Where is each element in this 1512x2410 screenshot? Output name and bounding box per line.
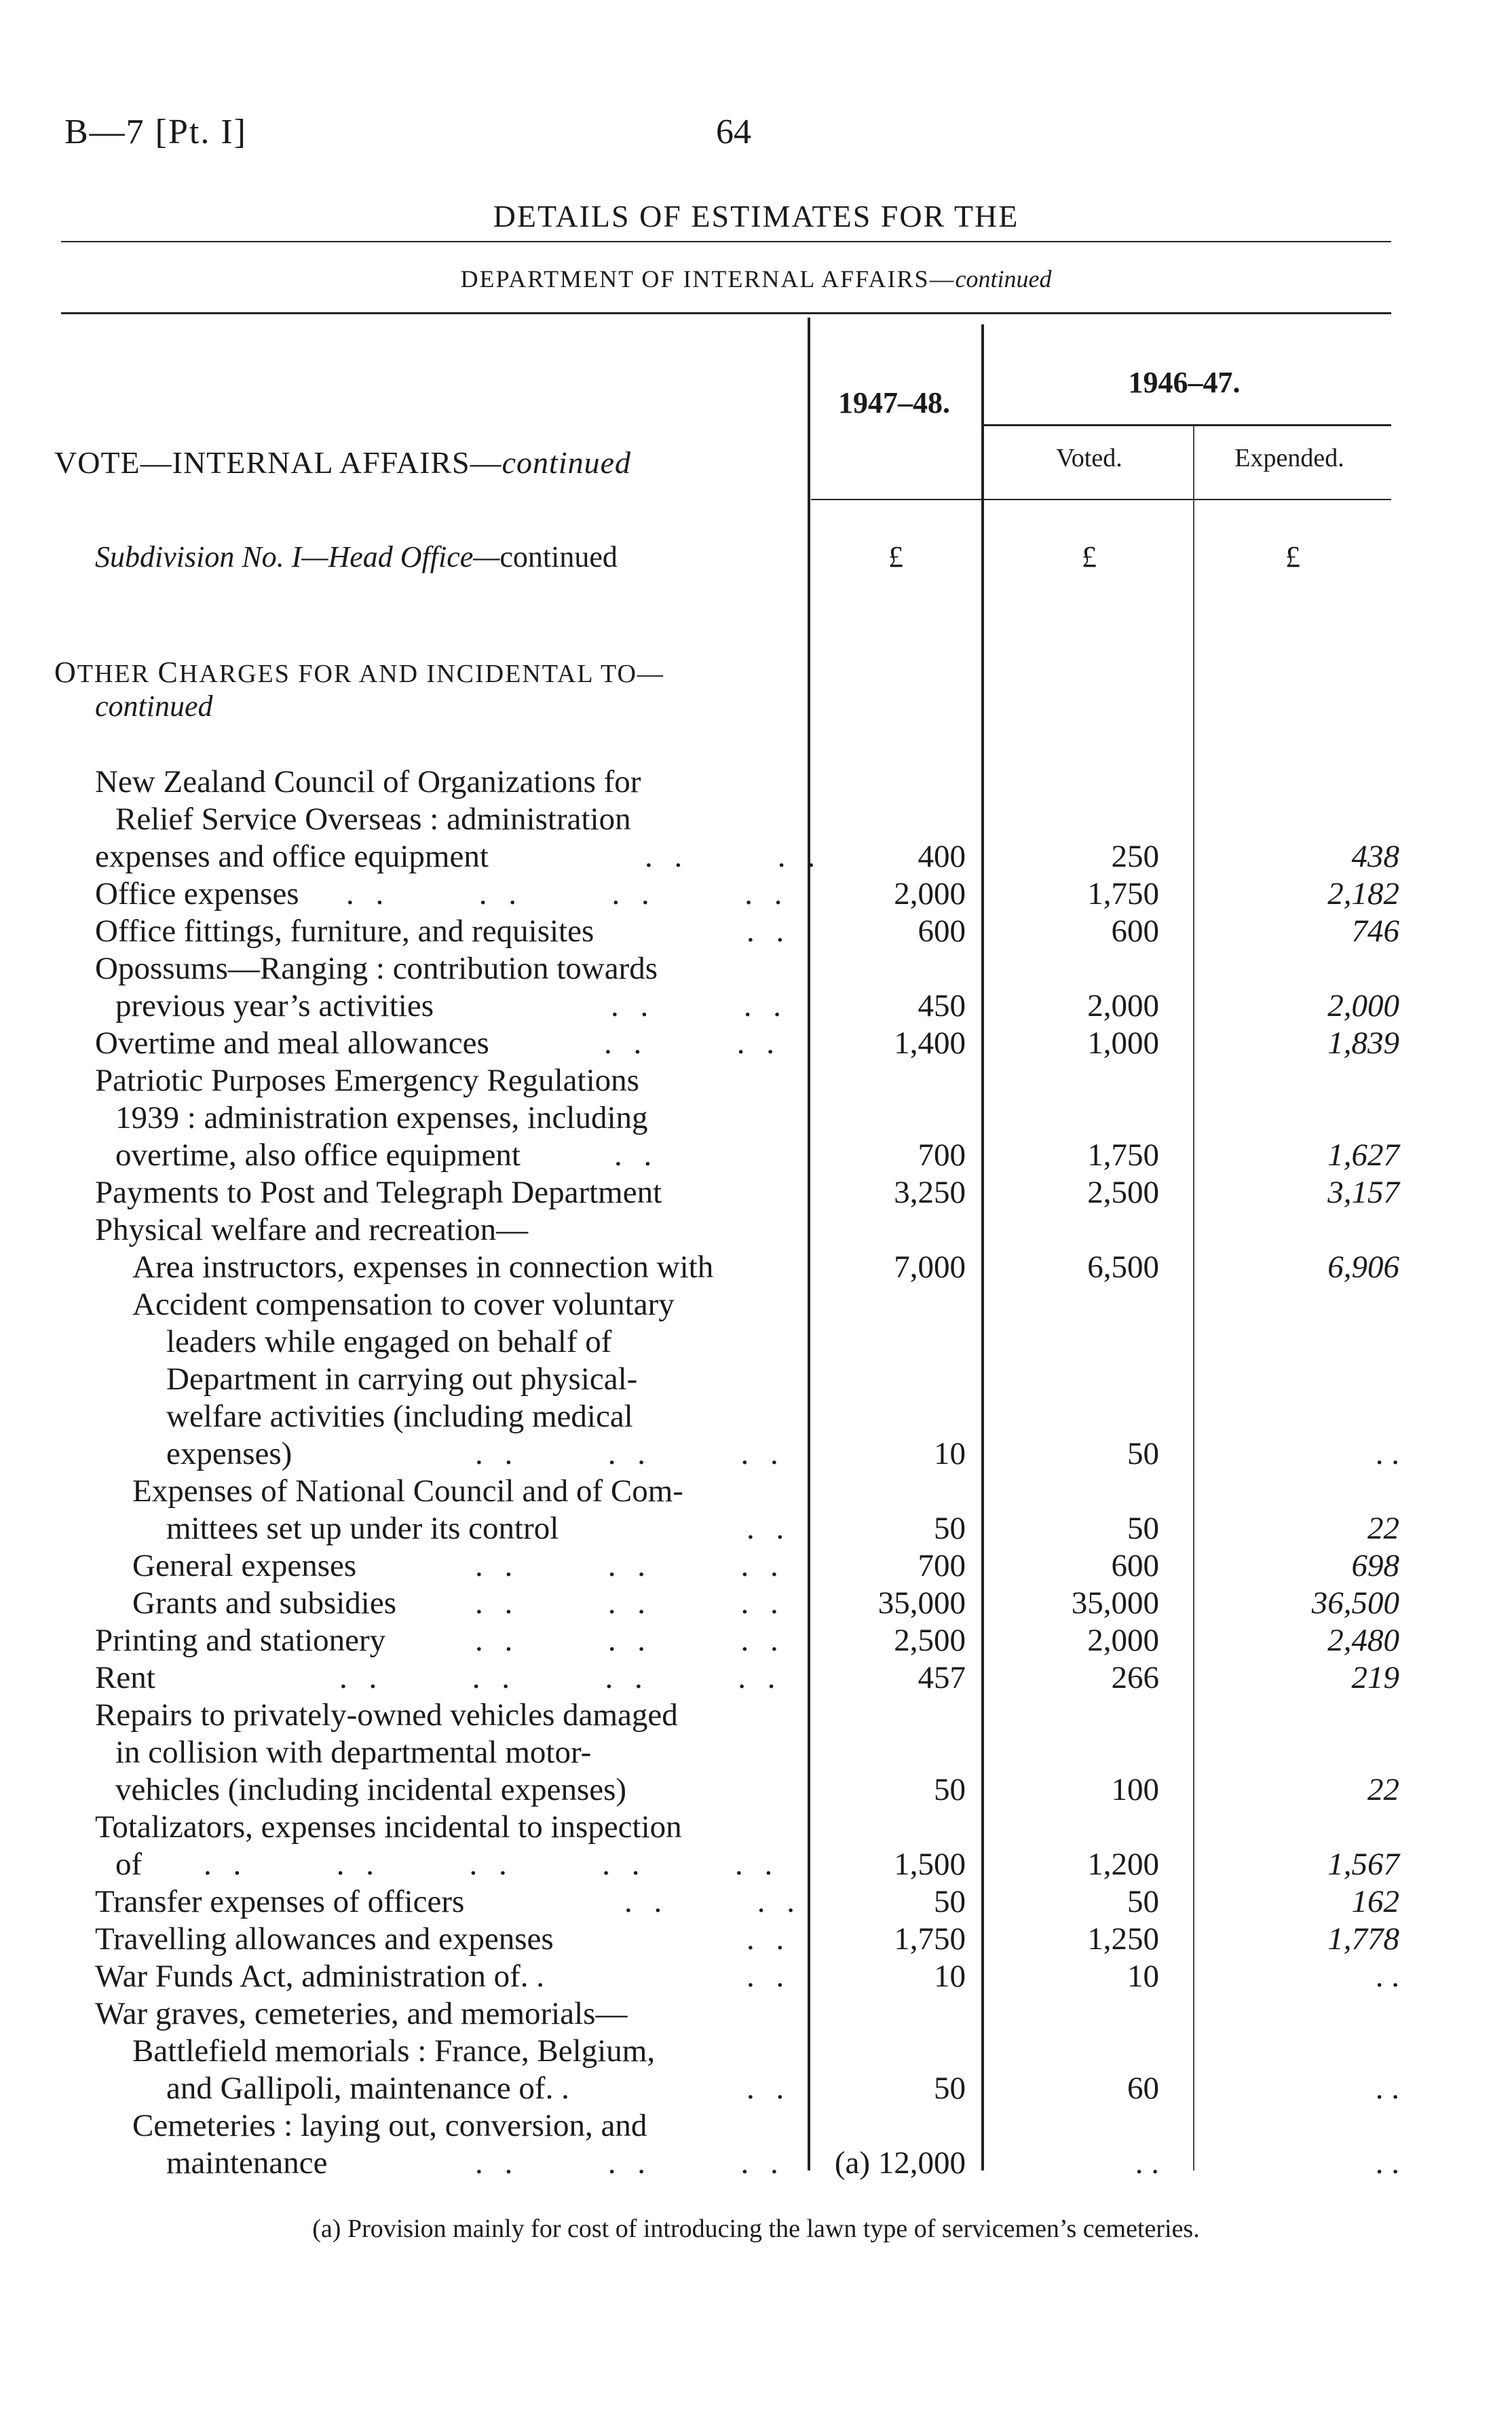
table-row [0, 1846, 1512, 1883]
table-row [0, 913, 1512, 950]
row-label: Relief Service Overseas : administration [115, 802, 631, 837]
leader-dots: . . [746, 1511, 791, 1546]
row-label: Office fittings, furniture, and requisites [95, 914, 594, 949]
table-row [0, 1323, 1512, 1361]
value-voted: 6,500 [1087, 1249, 1159, 1285]
value-voted: 35,000 [1071, 1585, 1159, 1621]
vote-title [54, 445, 631, 481]
leader-dots: . . . . [645, 839, 822, 874]
value-voted: 60 [1127, 2071, 1159, 2106]
leader-dots: . . [614, 1137, 659, 1173]
value-expended: 698 [1351, 1548, 1399, 1583]
subtitle-rule [61, 312, 1391, 314]
table-row [0, 1921, 1512, 1958]
table-row [0, 1099, 1512, 1137]
row-label: War graves, cemeteries, and memorials— [95, 1996, 628, 2031]
row-label: Battlefield memorials : France, Belgium, [132, 2033, 656, 2069]
page-title: DETAILS OF ESTIMATES FOR THE [493, 199, 1019, 233]
value-1947-48: 1,500 [894, 1847, 966, 1882]
value-voted: 1,750 [1087, 1137, 1159, 1173]
document-reference: B—7 [Pt. I] [64, 113, 247, 151]
column-header-rule [811, 499, 1391, 500]
row-label: Area instructors, expenses in connection with [132, 1249, 714, 1285]
value-1947-48: 600 [918, 914, 966, 949]
value-expended: . . [1375, 2145, 1399, 2181]
table-row [0, 1883, 1512, 1921]
value-expended: 2,480 [1327, 1623, 1399, 1658]
row-label: Rent [95, 1660, 155, 1695]
row-label: New Zealand Council of Organizations for [95, 764, 641, 799]
table-row [0, 987, 1512, 1025]
leader-dots: . . . . . . [475, 2145, 785, 2181]
table-row [0, 1585, 1512, 1622]
row-label: Repairs to privately-owned vehicles damaged [95, 1697, 678, 1733]
row-label: Overtime and meal allowances [95, 1025, 489, 1061]
table-row [0, 1734, 1512, 1771]
value-voted: 1,000 [1087, 1025, 1159, 1061]
table-row [0, 1510, 1512, 1547]
leader-dots: . . . . . . [475, 1436, 785, 1471]
value-expended: 746 [1351, 914, 1399, 949]
table-row [0, 1398, 1512, 1435]
value-1947-48: 2,500 [894, 1623, 966, 1658]
currency-voted: £ [1082, 540, 1097, 573]
value-1947-48: 400 [918, 839, 966, 874]
subdivision-title [95, 540, 618, 574]
value-voted: 600 [1111, 914, 1159, 949]
section-heading: OTHER CHARGES FOR AND INCIDENTAL TO— [54, 656, 664, 689]
value-1947-48: 10 [934, 1436, 966, 1471]
value-1947-48: 1,400 [894, 1025, 966, 1061]
table-row [0, 2033, 1512, 2070]
value-voted: 1,750 [1087, 876, 1159, 911]
row-label: and Gallipoli, maintenance of. . [166, 2071, 569, 2106]
row-label: Department in carrying out physical- [166, 1361, 638, 1397]
row-label: 1939 : administration expenses, including [115, 1100, 648, 1135]
column-header-voted: Voted. [1056, 444, 1122, 472]
value-voted: 266 [1111, 1660, 1159, 1695]
table-row [0, 1249, 1512, 1286]
row-label: Physical welfare and recreation— [95, 1212, 529, 1247]
value-expended: 1,627 [1327, 1137, 1399, 1173]
leader-dots: . . [746, 2071, 791, 2106]
value-expended: 1,839 [1327, 1025, 1399, 1061]
leader-dots: . . . . . . [475, 1585, 785, 1621]
value-1947-48: 35,000 [877, 1585, 966, 1621]
leader-dots: . . [746, 914, 791, 949]
value-1947-48: 7,000 [894, 1249, 966, 1285]
value-voted: 50 [1127, 1436, 1159, 1471]
value-expended: . . [1375, 2071, 1399, 2106]
row-label: maintenance [166, 2145, 328, 2181]
value-voted: . . [1135, 2145, 1159, 2181]
value-voted: 2,000 [1087, 988, 1159, 1023]
vote-title-main: VOTE—INTERNAL AFFAIRS— [54, 445, 502, 480]
value-1947-48: (a) 12,000 [834, 2145, 966, 2181]
value-voted: 1,250 [1087, 1921, 1159, 1957]
page-number: 64 [716, 113, 751, 151]
row-label: mittees set up under its control [166, 1511, 559, 1546]
value-1947-48: 50 [934, 1772, 966, 1807]
row-label: Payments to Post and Telegraph Department [95, 1175, 662, 1210]
value-voted: 1,200 [1087, 1847, 1159, 1882]
value-voted: 100 [1111, 1772, 1159, 1807]
row-label: previous year’s activities [115, 988, 434, 1023]
table-row [0, 1659, 1512, 1697]
leader-dots: . . [746, 1959, 791, 1994]
row-label: Office expenses [95, 876, 299, 911]
table-row [0, 1771, 1512, 1809]
value-1947-48: 1,750 [894, 1921, 966, 1957]
table-row [0, 1697, 1512, 1734]
table-row [0, 1622, 1512, 1659]
leader-dots: . . . . [604, 1025, 781, 1061]
row-label: Printing and stationery [95, 1623, 386, 1658]
section-heading-continued: continued [95, 690, 213, 723]
table-row [0, 1809, 1512, 1846]
value-expended: 219 [1351, 1660, 1399, 1695]
footnote: (a) Provision mainly for cost of introducing the lawn type of servicemen’s cemeteries. [312, 2215, 1200, 2243]
table-row [0, 2070, 1512, 2107]
leader-dots: . . . . . . [475, 1548, 785, 1583]
value-expended: 438 [1351, 839, 1399, 874]
value-1947-48: 50 [934, 2071, 966, 2106]
table-row [0, 1995, 1512, 2033]
subdivision-main: Subdivision No. I—Head Office— [95, 540, 500, 573]
table-row [0, 764, 1512, 801]
row-label: General expenses [132, 1548, 357, 1583]
subtitle-continued: continued [955, 265, 1052, 293]
value-voted: 50 [1127, 1884, 1159, 1919]
table-row [0, 1062, 1512, 1099]
value-1947-48: 700 [918, 1548, 966, 1583]
row-label: Totalizators, expenses incidental to inspection [95, 1809, 682, 1845]
leader-dots: . . . . . . . . [346, 876, 789, 911]
title-rule [61, 241, 1391, 242]
value-voted: 250 [1111, 839, 1159, 874]
leader-dots: . . . . [611, 988, 788, 1023]
value-1947-48: 700 [918, 1137, 966, 1173]
value-expended: 22 [1367, 1772, 1399, 1807]
currency-expended: £ [1285, 540, 1300, 573]
value-voted: 2,000 [1087, 1623, 1159, 1658]
value-expended: . . [1375, 1959, 1399, 1994]
value-expended: 6,906 [1327, 1249, 1399, 1285]
row-label: Opossums—Ranging : contribution towards [95, 951, 658, 986]
currency-1947-48: £ [888, 540, 903, 573]
table-row [0, 1435, 1512, 1473]
vote-title-continued: continued [502, 445, 632, 480]
row-label: vehicles (including incidental expenses) [115, 1772, 627, 1807]
column-header-1947-48: 1947–48. [838, 386, 950, 419]
table-row [0, 950, 1512, 987]
table-row [0, 801, 1512, 838]
row-label: War Funds Act, administration of. . [95, 1959, 544, 1994]
row-label: expenses) [166, 1436, 292, 1471]
value-expended: 2,182 [1327, 876, 1399, 911]
page-subtitle [0, 265, 1512, 293]
leader-dots: . . . . . . . . . . [204, 1847, 780, 1882]
value-expended: 162 [1351, 1884, 1399, 1919]
row-label: Patriotic Purposes Emergency Regulations [95, 1063, 639, 1098]
value-1947-48: 450 [918, 988, 966, 1023]
table-row [0, 1137, 1512, 1174]
row-label: in collision with departmental motor- [115, 1735, 592, 1770]
value-voted: 10 [1127, 1959, 1159, 1994]
table-row [0, 1286, 1512, 1323]
value-expended: 36,500 [1311, 1585, 1399, 1621]
value-1947-48: 2,000 [894, 876, 966, 911]
row-label: overtime, also office equipment [115, 1137, 521, 1173]
value-1947-48: 50 [934, 1884, 966, 1919]
subdivision-continued: continued [499, 540, 618, 573]
value-voted: 50 [1127, 1511, 1159, 1546]
table-row [0, 1174, 1512, 1211]
leader-dots: . . . . . . [475, 1623, 785, 1658]
row-label: Transfer expenses of officers [95, 1884, 465, 1919]
value-1947-48: 50 [934, 1511, 966, 1546]
value-1947-48: 10 [934, 1959, 966, 1994]
value-1947-48: 3,250 [894, 1175, 966, 1210]
table-row [0, 1473, 1512, 1510]
value-expended: . . [1375, 1436, 1399, 1471]
row-label: Grants and subsidies [132, 1585, 397, 1621]
value-voted: 2,500 [1087, 1175, 1159, 1210]
row-label: Cemeteries : laying out, conversion, and [132, 2108, 647, 2143]
leader-dots: . . . . . . . . [339, 1660, 782, 1695]
value-expended: 3,157 [1327, 1175, 1399, 1210]
value-expended: 2,000 [1327, 988, 1399, 1023]
column-header-1946-47: 1946–47. [1128, 366, 1241, 399]
table-row [0, 2107, 1512, 2145]
row-label: leaders while engaged on behalf of [166, 1324, 612, 1359]
row-label: expenses and office equipment [95, 839, 489, 874]
column-header-expended: Expended. [1234, 444, 1344, 472]
row-label: Accident compensation to cover voluntary [132, 1287, 675, 1322]
table-row [0, 2145, 1512, 2182]
table-row [0, 1958, 1512, 1995]
value-1947-48: 457 [918, 1660, 966, 1695]
subtitle-main: DEPARTMENT OF INTERNAL AFFAIRS— [460, 265, 956, 293]
leader-dots: . . . . [624, 1884, 801, 1919]
table-row [0, 1361, 1512, 1398]
table-row [0, 1025, 1512, 1062]
row-label: Travelling allowances and expenses [95, 1921, 554, 1957]
value-expended: 22 [1367, 1511, 1399, 1546]
value-expended: 1,778 [1327, 1921, 1399, 1957]
table-row [0, 1547, 1512, 1585]
leader-dots: . . [746, 1921, 791, 1957]
value-expended: 1,567 [1327, 1847, 1399, 1882]
table-row [0, 875, 1512, 913]
row-label: welfare activities (including medical [166, 1399, 633, 1434]
row-label: of [115, 1847, 143, 1882]
row-label: Expenses of National Council and of Com- [132, 1473, 683, 1509]
table-row [0, 1211, 1512, 1249]
table-row [0, 838, 1512, 875]
value-voted: 600 [1111, 1548, 1159, 1583]
year-header-rule [984, 424, 1391, 426]
